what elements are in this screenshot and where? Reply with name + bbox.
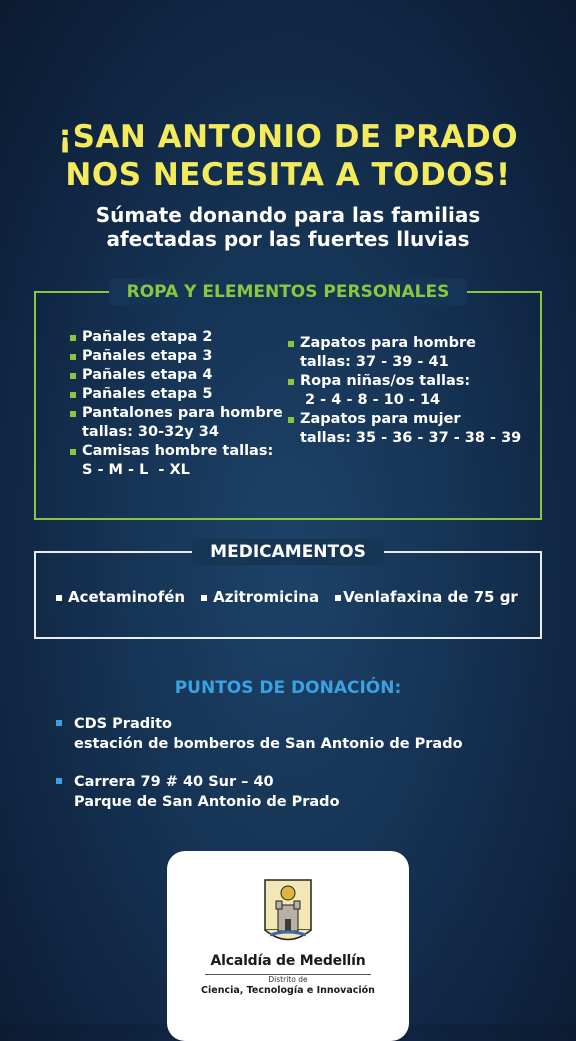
subtitle-line-2: afectadas por las fuertes lluvias xyxy=(106,227,470,251)
puntos-title: PUNTOS DE DONACIÓN: xyxy=(174,678,402,698)
bullet-icon xyxy=(70,354,76,360)
bullet-icon xyxy=(70,373,76,379)
list-item: Venlafaxina de 75 gr xyxy=(335,588,518,606)
page-subtitle xyxy=(0,203,576,251)
logo-name: Alcaldía de Medellín xyxy=(210,953,366,969)
title-line-1: ¡SAN ANTONIO DE PRADO xyxy=(57,119,519,155)
bullet-icon xyxy=(201,595,207,601)
logo-distrito: Distrito de xyxy=(268,975,308,984)
bullet-icon xyxy=(56,595,62,601)
ropa-section-title: ROPA Y ELEMENTOS PERSONALES xyxy=(109,279,468,305)
list-item: Pañales etapa 5 xyxy=(70,385,300,404)
medicamentos-list xyxy=(56,588,536,606)
list-item: Acetaminofén xyxy=(56,588,185,606)
bullet-icon xyxy=(335,595,341,601)
bullet-icon xyxy=(70,449,76,455)
list-item: Pañales etapa 3 xyxy=(70,347,300,366)
list-item: Ropa niñas/os tallas: 2 - 4 - 8 - 10 - 14 xyxy=(288,372,538,410)
page-title xyxy=(0,118,576,194)
list-item: Zapatos para mujer tallas: 35 - 36 - 37 - 38 - 39 xyxy=(288,410,538,448)
ropa-section xyxy=(34,282,542,520)
bullet-icon xyxy=(288,379,294,385)
ropa-right-list xyxy=(288,334,538,448)
list-item: Pantalones para hombre tallas: 30-32y 34 xyxy=(70,404,300,442)
list-item: Zapatos para hombre tallas: 37 - 39 - 41 xyxy=(288,334,538,372)
medicamentos-section xyxy=(34,542,542,639)
ropa-left-list xyxy=(70,328,300,480)
title-line-2: NOS NECESITA A TODOS! xyxy=(65,157,511,193)
logo-card xyxy=(167,851,409,1041)
list-item: Pañales etapa 4 xyxy=(70,366,300,385)
logo-ciencia: Ciencia, Tecnología e Innovación xyxy=(201,985,375,996)
list-item: Pañales etapa 2 xyxy=(70,328,300,347)
medicamentos-section-title: MEDICAMENTOS xyxy=(192,539,384,565)
bullet-icon xyxy=(288,417,294,423)
list-item: Carrera 79 # 40 Sur – 40 Parque de San Antonio de Prado xyxy=(56,772,536,812)
bullet-icon xyxy=(56,720,62,726)
list-item: Camisas hombre tallas: S - M - L - XL xyxy=(70,442,300,480)
list-item: CDS Pradito estación de bomberos de San Antonio de Prado xyxy=(56,714,536,754)
bullet-icon xyxy=(70,392,76,398)
bullet-icon xyxy=(288,341,294,347)
bullet-icon xyxy=(70,335,76,341)
puntos-list xyxy=(56,714,536,830)
bullet-icon xyxy=(70,411,76,417)
bullet-icon xyxy=(56,778,62,784)
subtitle-line-1: Súmate donando para las familias xyxy=(95,203,481,227)
list-item: Azitromicina xyxy=(201,588,319,606)
coat-of-arms-icon xyxy=(264,879,312,947)
